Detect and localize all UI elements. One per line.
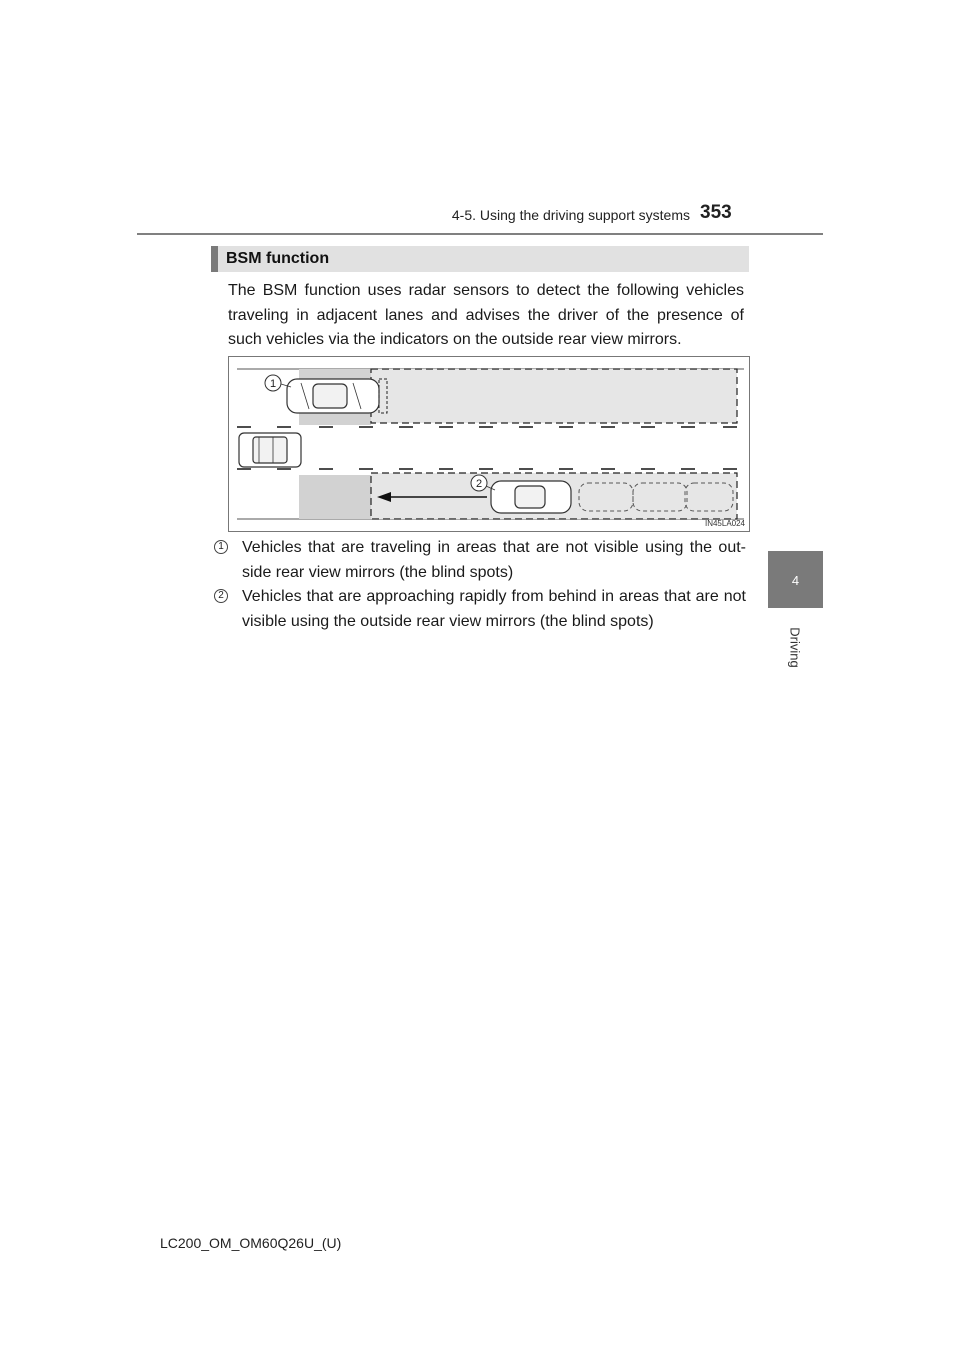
diagram-code: IN45LA024 — [704, 519, 745, 528]
svg-text:1: 1 — [269, 378, 277, 390]
intro-paragraph: The BSM function uses radar sensors to detect the following vehicles traveling in adjacent lanes and advises the driver of the presence of such vehicles via the indicators on the outside rear view mirrors. — [228, 282, 744, 348]
list-item-text: Vehicles that are approaching rapidly from behind in areas that are not visible using the outside rear view mirrors (the blind spots) — [242, 588, 746, 630]
list-item-number: 2 — [214, 589, 228, 603]
car-icon-upper — [287, 379, 379, 413]
document-id: LC200_OM_OM60Q26U_(U) — [160, 1235, 342, 1251]
bsm-diagram — [228, 356, 750, 532]
car-icon-lower — [491, 481, 571, 513]
chapter-tab — [768, 551, 823, 608]
bsm-diagram-illustration — [229, 357, 749, 531]
header-section-title: 4-5. Using the driving support systems — [451, 207, 690, 223]
list-item-text: Vehicles that are traveling in areas that are not visible using the out-side rear view mirrors (the blind spots) — [242, 539, 746, 581]
chapter-number: 4 — [791, 573, 800, 588]
blind-spot-zone-lower — [299, 475, 371, 519]
own-vehicle-icon — [239, 433, 301, 467]
list-item-number: 1 — [214, 540, 228, 554]
section-title: BSM function — [226, 250, 330, 267]
page-number: 353 — [700, 202, 732, 223]
detection-zone-upper — [371, 369, 737, 423]
chapter-label: Driving — [787, 627, 803, 668]
section-heading — [211, 246, 749, 272]
svg-text:2: 2 — [475, 478, 483, 490]
header-divider — [137, 233, 823, 235]
